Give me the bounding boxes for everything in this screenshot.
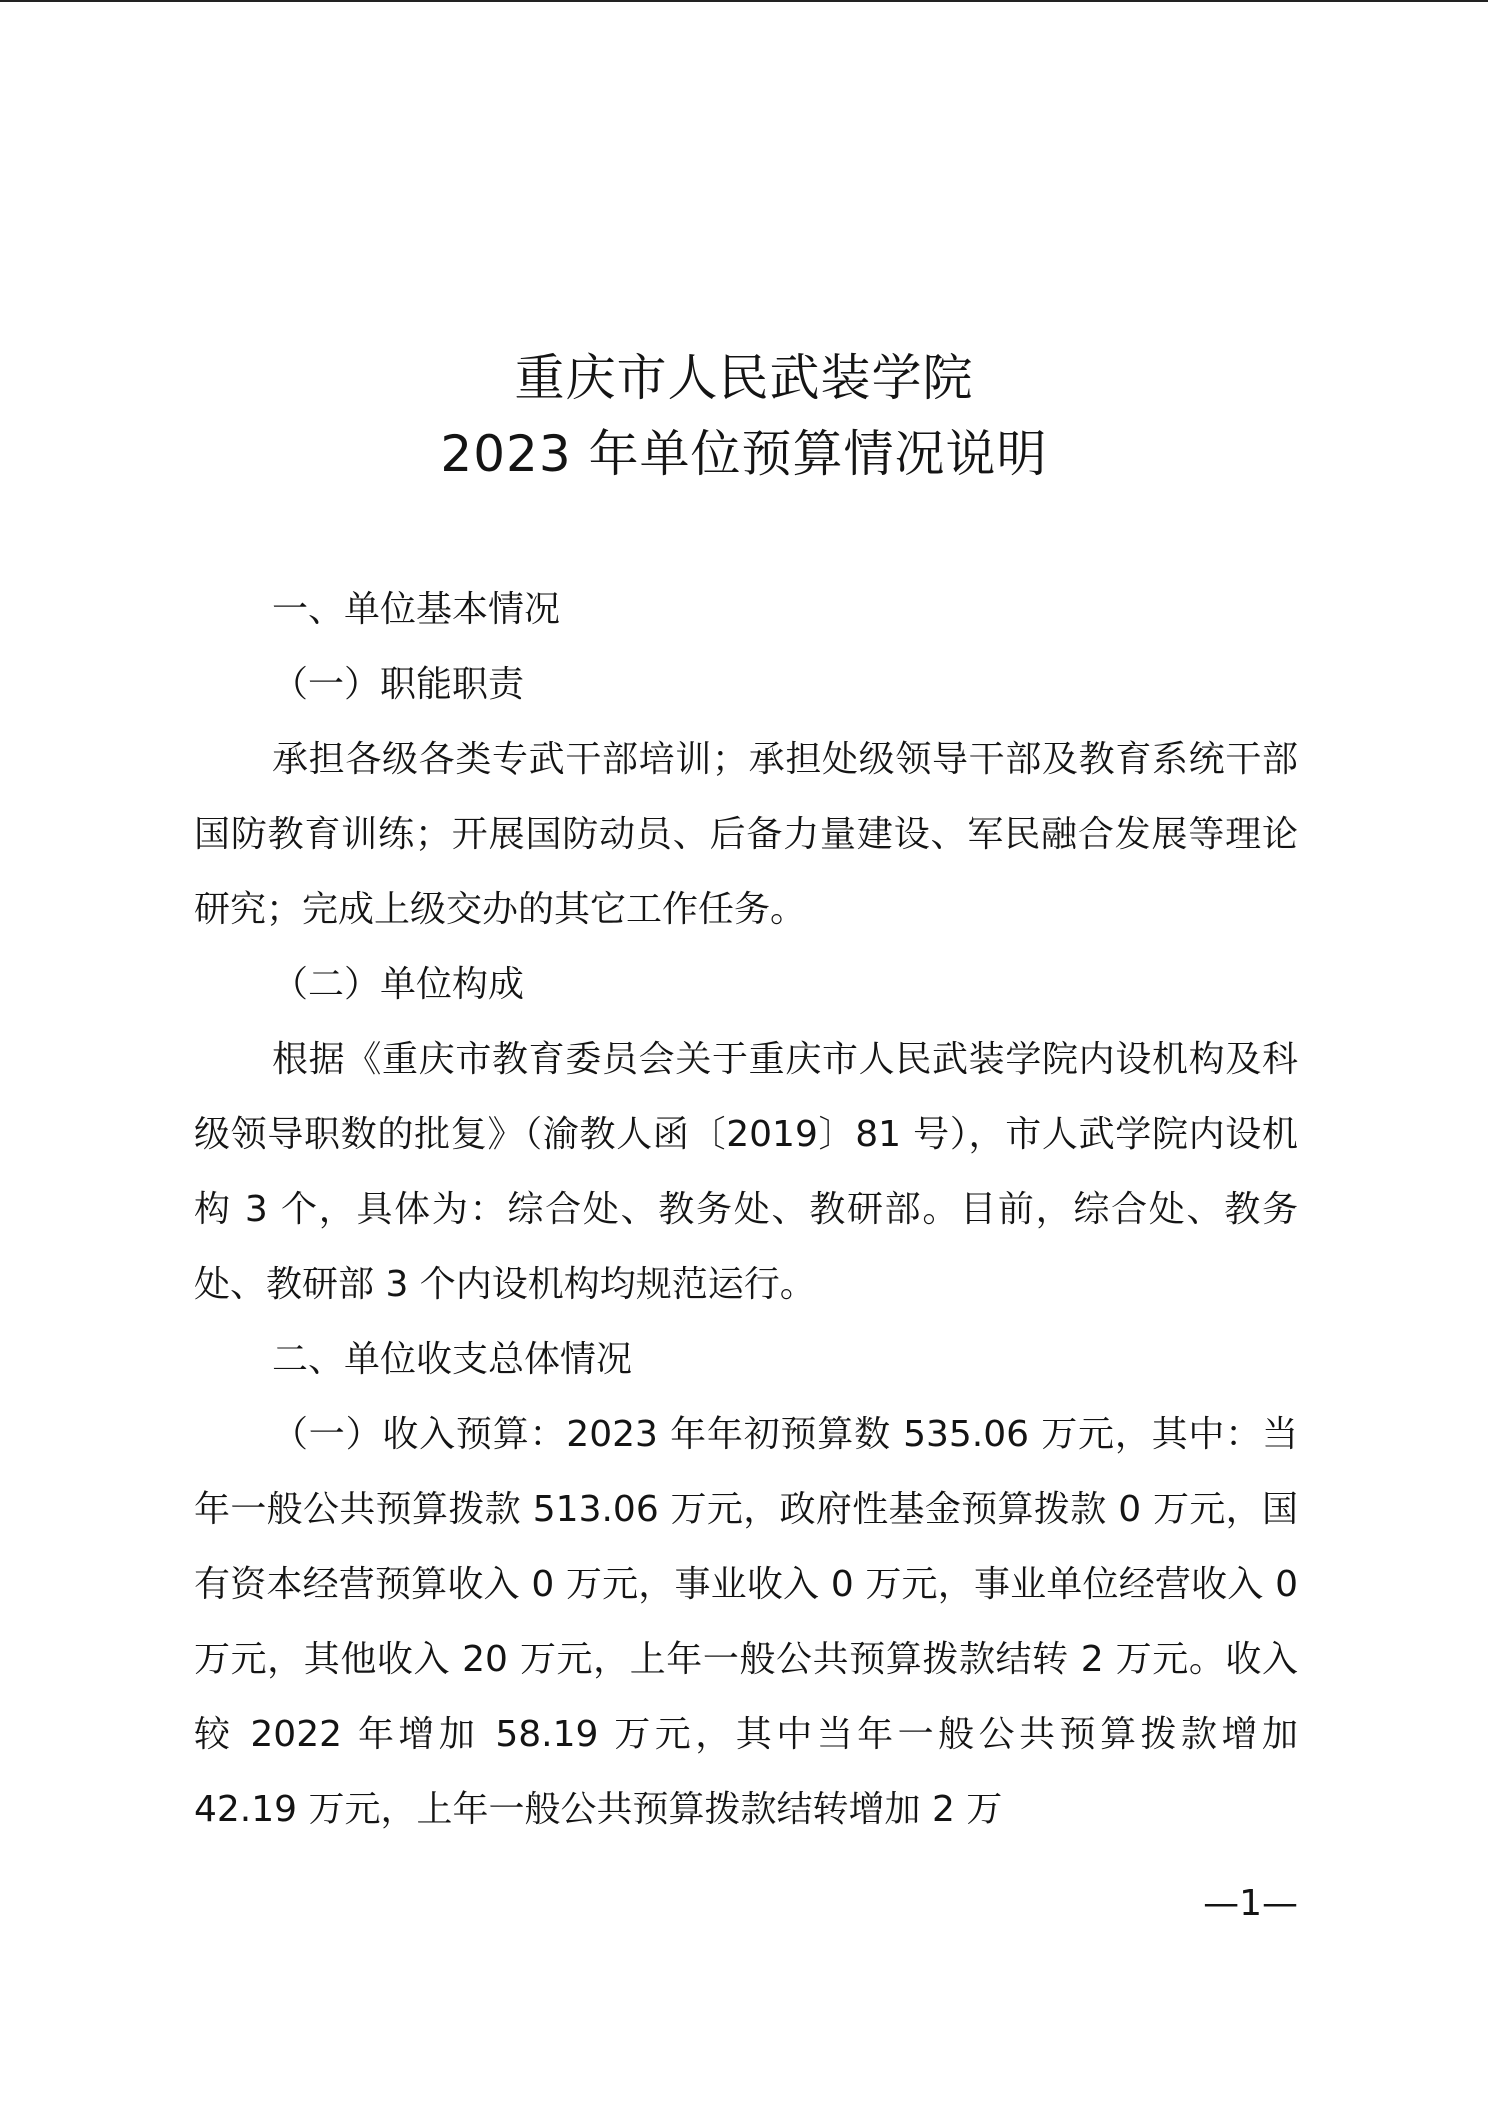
subsection-heading-functions: （一）职能职责 (272, 664, 525, 705)
subsection-heading-composition: （二）单位构成 (272, 964, 525, 1005)
paragraph-income-budget: （一）收入预算：2023 年年初预算数 535.06 万元，其中：当年一般公共预算拨款 513.06 万元，政府性基金预算拨款 0 万元，国有资本经营预算收入 0 万元，事业收入 0 万元，事业单位经营收入 0 万元，其他收入 20 万元，上年一般公共预算拨款结转 2 万元。收入较 2022 年增加 58.19 万元，其中当年一般公共预算拨款增加 42.19 万元，上年一般公共预算拨款结转增加 2 万 (194, 1414, 1298, 1830)
top-border-line (0, 0, 1488, 2)
section-heading-budget-overview: 二、单位收支总体情况 (272, 1339, 633, 1380)
page-number: —1— (1203, 1883, 1298, 1924)
section-heading-basic-info: 一、单位基本情况 (272, 589, 561, 630)
paragraph-functions: 承担各级各类专武干部培训；承担处级领导干部及教育系统干部国防教育训练；开展国防动员、后备力量建设、军民融合发展等理论研究；完成上级交办的其它工作任务。 (194, 739, 1298, 930)
paragraph-composition: 根据《重庆市教育委员会关于重庆市人民武装学院内设机构及科级领导职数的批复》（渝教人函〔2019〕81 号），市人武学院内设机构 3 个，具体为：综合处、教务处、教研部。目前，综合处、教务处、教研部 3 个内设机构均规范运行。 (194, 1039, 1298, 1305)
document-title-line-2: 2023 年单位预算情况说明 (440, 425, 1048, 483)
document-body (194, 572, 1298, 1847)
document-title-line-1: 重庆市人民武装学院 (514, 349, 974, 407)
